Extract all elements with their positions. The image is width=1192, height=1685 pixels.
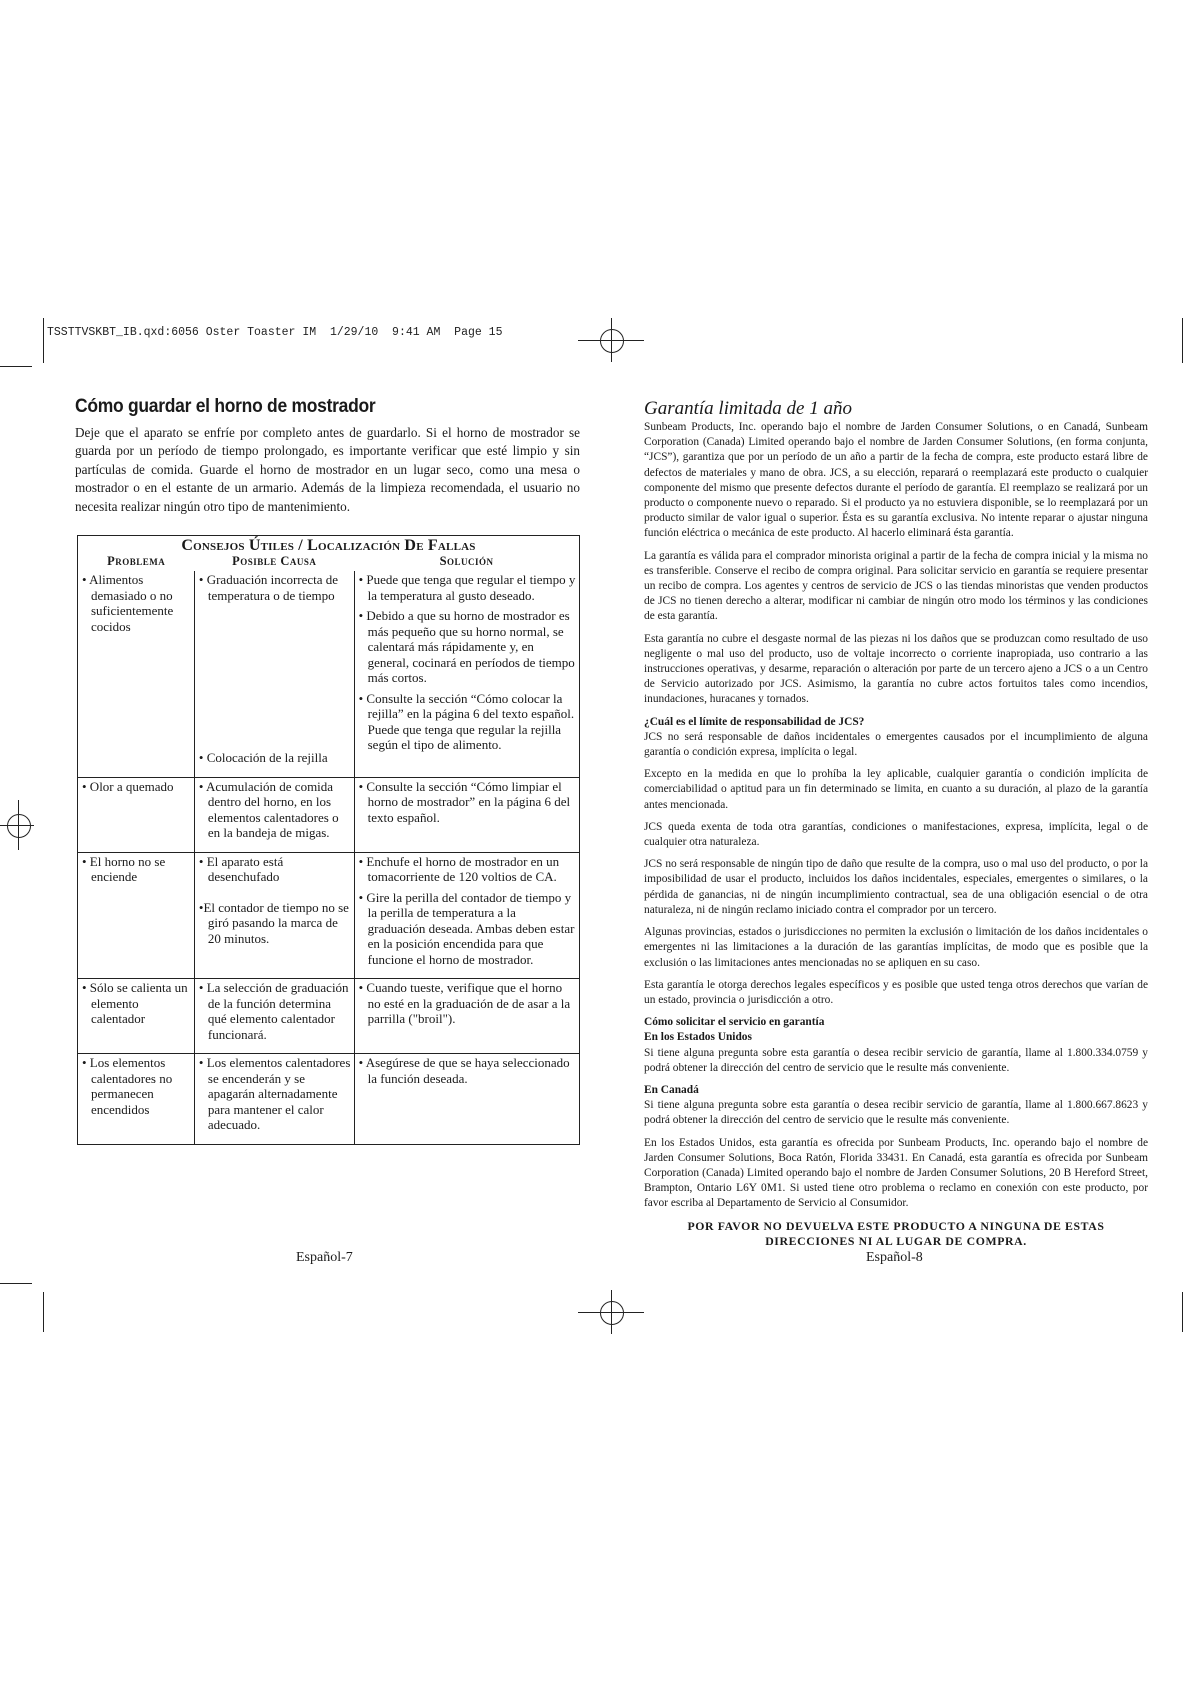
crop-mark-top-right xyxy=(1182,318,1183,363)
warranty-paragraph: Si tiene alguna pregunta sobre esta garantía o desea recibir servicio de garantía, llame al 1.800.334.0759 y podrá obtener la dirección del centro de servicio que le resulte más conveniente. xyxy=(644,1046,1148,1074)
registration-mark-top xyxy=(600,329,624,353)
page-number-right: Español-8 xyxy=(866,1250,923,1265)
table-row xyxy=(78,852,580,979)
table-row xyxy=(78,571,580,777)
column-header-cause: Posible Causa xyxy=(232,553,317,568)
column-header-problem: Problema xyxy=(78,554,195,572)
solution-cell: • Enchufe el horno de mostrador en un tomacorriente de 120 voltios de CA. xyxy=(358,853,560,884)
registration-line-left-h xyxy=(0,825,34,826)
registration-mark-bottom xyxy=(600,1301,624,1325)
cause-cell: • Colocación de la rejilla xyxy=(198,750,328,765)
warranty-paragraph: Esta garantía no cubre el desgaste normal de las piezas ni los daños que se produzcan como resultado de uso negligente o mal uso del producto, uso de voltaje incorrecto o corriente inapropiada, uso contrario a las instrucciones operativas, y desarme, reparación o alteración por parte de un tercero ajeno a JCS o a un Centro de Servicio autorizado por JCS. Asimismo, la garantía no cubre actos fortuitos tales como incendios, inundaciones, huracanes y tornados. xyxy=(644,632,1148,706)
crop-mark-left-bottom xyxy=(0,1283,32,1284)
warranty-paragraph: Excepto en la medida en que lo prohíba la ley aplicable, cualquier garantía o condición implícita de comerciabilidad o aptitud para un fin determinado se limita, en cuanto a su duración, al plazo de la garantía antes mencionada. xyxy=(644,768,1148,811)
table-row xyxy=(78,979,580,1054)
warranty-subheading: En los Estados Unidos xyxy=(644,1031,752,1044)
problem-cell: • Los elementos calentadores no permanecen encendidos xyxy=(82,1055,173,1117)
solution-cell: • Asegúrese de que se haya seleccionado la función deseada. xyxy=(358,1055,570,1086)
problem-cell: • El horno no se enciende xyxy=(82,853,166,884)
problem-cell: • Alimentos demasiado o no suficientemente cocidos xyxy=(82,572,174,634)
cause-cell: • El aparato está desenchufado xyxy=(198,853,284,884)
registration-line-left-v xyxy=(18,800,19,850)
crop-mark-bottom-left xyxy=(43,1292,44,1332)
warranty-paragraph: En los Estados Unidos, esta garantía es ofrecida por Sunbeam Products, Inc. operando bajo el nombre de Jarden Consumer Solutions, Boca Ratón, Florida 33431. En Canadá, esta garantía es ofrecida por Sunbeam Corporation (Canada) Limited operando bajo el nombre de Jarden Consumer Solutions, 20 B Hereford Street, Brampton, Ontario L6Y 0M1. Si usted tiene otro problema o reclamo en conexión con este producto, por favor escriba al Departamento de Servicio al Consumidor. xyxy=(644,1136,1148,1210)
table-title: Consejos Útiles / Localización De Fallas xyxy=(78,536,580,554)
cause-cell: • Graduación incorrecta de temperatura o de tiempo xyxy=(198,572,339,603)
cause-cell: • Acumulación de comida dentro del horno, en los elementos calentadores o en la bandeja de migas. xyxy=(198,778,339,840)
problem-cell: • Olor a quemado xyxy=(82,778,174,794)
table-row xyxy=(78,1054,580,1145)
problem-cell: • Sólo se calienta un elemento calentador xyxy=(82,980,188,1026)
solution-cell: • Gire la perilla del contador de tiempo y la perilla de temperatura a la graduación deseada. Ambas deben estar en la posición encendida para que funcione el horno de mostrador. xyxy=(358,889,575,967)
warranty-paragraph: Si tiene alguna pregunta sobre esta garantía o desea recibir servicio de garantía, llame al 1.800.667.8623 y podrá obtener la dirección del centro de servicio que le resulte más conveniente. xyxy=(644,1099,1148,1127)
warranty-paragraph: JCS queda exenta de toda otra garantías, condiciones o manifestaciones, expresa, implícita, legal o de cualquier otra naturaleza. xyxy=(644,820,1148,849)
solution-cell: • Puede que tenga que regular el tiempo y la temperatura al gusto deseado. xyxy=(358,572,576,603)
left-page xyxy=(75,396,580,516)
storage-paragraph: Deje que el aparato se enfríe por completo antes de guardarlo. Si el horno de mostrador se guarda por un período de tiempo prolongado, es importante verificar que esté limpio y sin partículas de comida. Guarde el horno de mostrador en un lugar seco, como una mesa o mostrador o en el estante de un armario. Además de la limpieza recomendada, el usuario no necesita realizar ningún otro tipo de mantenimiento. xyxy=(75,425,580,514)
warranty-paragraph: JCS no será responsable de daños incidentales o emergentes causados por el incumplimiento de alguna garantía o condición expresa, implícita o legal. xyxy=(644,730,1148,759)
solution-cell: • Debido a que su horno de mostrador es más pequeño que su horno normal, se calentará más rápidamente y, en general, cocinará en períodos de tiempo más cortos. xyxy=(358,608,575,685)
warranty-paragraph: JCS no será responsable de ningún tipo de daño que resulte de la compra, uso o mal uso del producto, o por la imposibilidad de usar el producto, incluidos los daños incidentales, especiales, emergentes o similares, o la pérdida de ganancias, ni de ningún incumplimiento contractual, sea de una obligación esencial o de otra naturaleza, ni de ningún reclamo iniciado contra el comprador por un tercero. xyxy=(644,858,1148,916)
return-notice: POR FAVOR NO DEVUELVA ESTE PRODUCTO A NINGUNA DE ESTAS DIRECCIONES NI AL LUGAR DE COMPRA. xyxy=(687,1218,1105,1248)
warranty-paragraph: La garantía es válida para el comprador minorista original a partir de la fecha de compra inicial y la misma no es transferible. Conserve el recibo de compra original. Para solicitar servicio en garantía se requiere presentar un recibo de compra. Los agentes y centros de servicio de JCS o las tiendas minoristas que venden productos de JCS no tienen derecho a alterar, modificar ni cambiar de ningún otro modo los términos y las condiciones de esta garantía. xyxy=(644,549,1148,623)
storage-heading: Cómo guardar el horno de mostrador xyxy=(75,396,376,417)
registration-line-top-v xyxy=(611,318,612,362)
registration-line-bottom-v xyxy=(611,1290,612,1334)
right-page xyxy=(644,398,1148,1256)
troubleshooting-table xyxy=(77,535,580,1145)
crop-mark-bottom-right xyxy=(1182,1292,1183,1332)
solution-cell: • Consulte la sección “Cómo limpiar el horno de mostrador” en la página 6 del texto español. xyxy=(358,778,571,825)
warranty-heading: Garantía limitada de 1 año xyxy=(644,398,852,419)
solution-cell: • Cuando tueste, verifique que el horno no esté en la graduación de de asar a la parrilla ("broil"). xyxy=(358,980,571,1026)
column-header-solution: Solución xyxy=(354,554,579,572)
crop-mark-left-top xyxy=(0,366,32,367)
cause-cell: • Los elementos calentadores se encenderán y se apagarán alternadamente para mantener el calor adecuado. xyxy=(198,1055,351,1132)
warranty-subheading: ¿Cuál es el límite de responsabilidad de JCS? xyxy=(644,715,865,728)
registration-mark-left xyxy=(7,814,31,838)
table-row xyxy=(78,777,580,852)
solution-cell: • Consulte la sección “Cómo colocar la rejilla” en la página 6 del texto español. Puede que tenga que regular la rejilla según el tipo de alimento. xyxy=(358,690,575,752)
crop-mark-top-left xyxy=(43,318,44,363)
warranty-subheading: Cómo solicitar el servicio en garantía xyxy=(644,1016,825,1029)
cause-cell: •El contador de tiempo no se giró pasando la marca de 20 minutos. xyxy=(198,899,349,946)
warranty-subheading: En Canadá xyxy=(644,1083,699,1096)
page-number-left: Español-7 xyxy=(296,1250,353,1265)
warranty-paragraph: Esta garantía le otorga derechos legales específicos y es posible que usted tenga otros derechos que varían de un estado, provincia o jurisdicción a otro. xyxy=(644,978,1148,1006)
file-slug-line: TSSTTVSKBT_IB.qxd:6056 Oster Toaster IM 1/29/10 9:41 AM Page 15 xyxy=(47,326,503,339)
warranty-paragraph: Sunbeam Products, Inc. operando bajo el nombre de Jarden Consumer Solutions, o en Canadá, Sunbeam Corporation (Canada) Limited operando bajo el nombre de Jarden Consumer Solutions, (en forma conjunta, “JCS”), garantiza que por un período de un año a partir de la fecha de compra, este producto estará libre de defectos de materiales y mano de obra. JCS, a su elección, reparará o reemplazará este producto o cualquier componente del mismo que presente defectos durante el período de garantía. El reemplazo se realizará por un producto o componente nuevo o reparado. Si el producto ya no estuviera disponible, se lo reemplazará por un producto similar de valor igual o superior. Ésta es su garantía exclusiva. No intente reparar o ajustar ninguna función eléctrica o mecánica de este producto. Al hacerlo eliminará ésta garantía. xyxy=(644,421,1148,540)
cause-cell: • La selección de graduación de la función determina qué elemento calentador funcionará. xyxy=(198,980,349,1042)
warranty-paragraph: Algunas provincias, estados o jurisdicciones no permiten la exclusión o limitación de los daños incidentales o emergentes ni las limitaciones a la duración de las garantías implícitas, de modo que es posible que la exclusión o las limitaciones antes mencionadas no se apliquen en su caso. xyxy=(644,926,1148,969)
